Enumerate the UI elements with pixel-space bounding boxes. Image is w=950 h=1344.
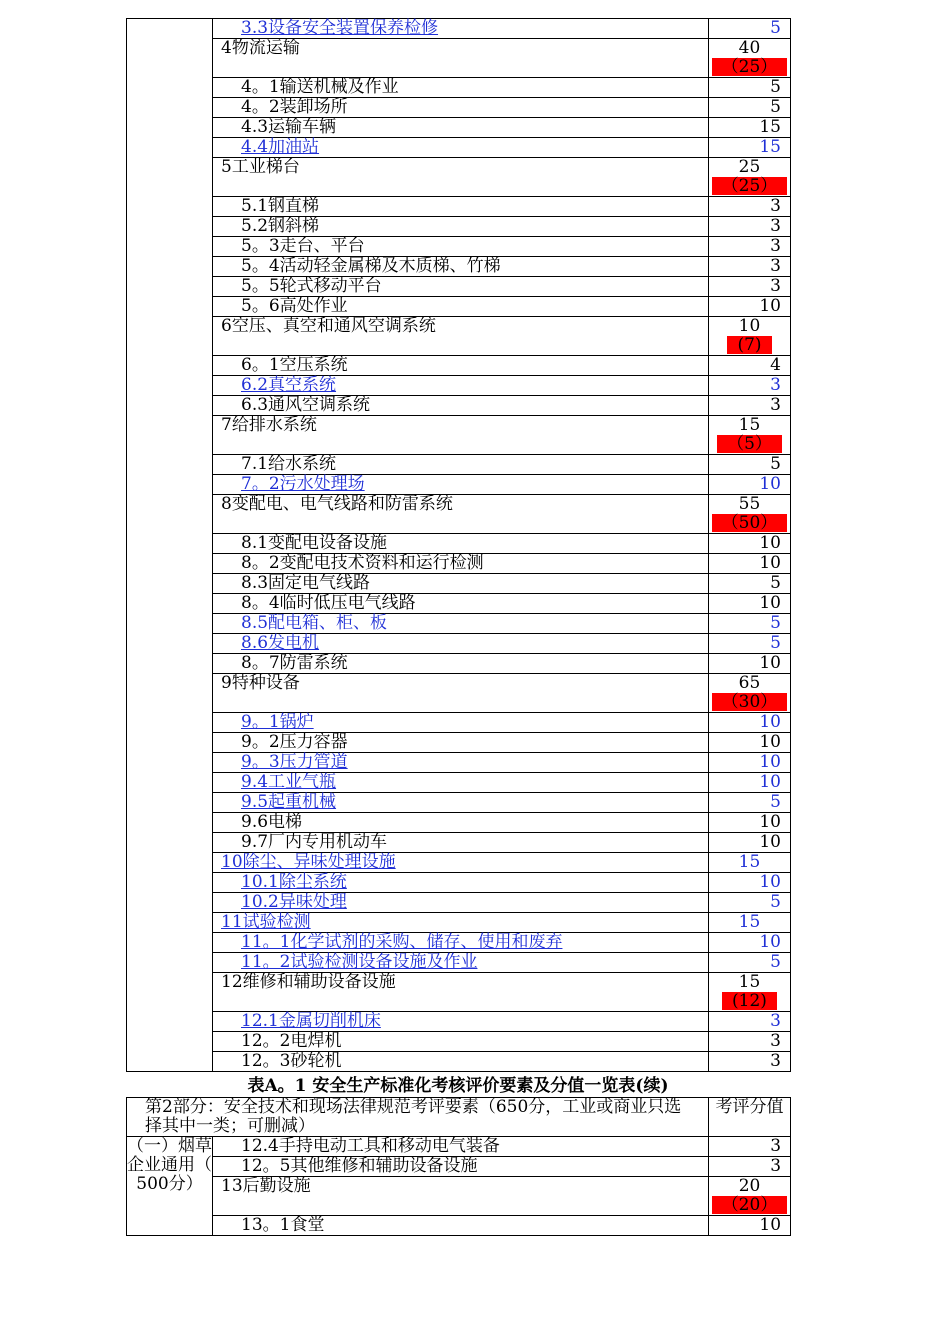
item-cell xyxy=(213,78,709,98)
score-value: 10 xyxy=(759,1215,782,1235)
item-cell xyxy=(213,277,709,297)
item-label: 5.1钢直梯 xyxy=(241,196,320,216)
item-cell xyxy=(213,913,709,933)
score-value: 3 xyxy=(770,236,781,256)
item-label: 6。1空压系统 xyxy=(241,355,348,375)
score-cell xyxy=(709,257,791,277)
table-row xyxy=(127,1012,791,1032)
table-row xyxy=(127,953,791,973)
item-label: 11。1化学试剂的采购、储存、使用和废弃 xyxy=(241,932,563,952)
score-value: 3 xyxy=(770,1136,782,1156)
item-label: 11试验检测 xyxy=(221,912,311,932)
score-cell xyxy=(709,654,791,674)
score-value: 10 xyxy=(759,772,781,792)
table-caption: 表A。1 安全生产标准化考核评价要素及分值一览表(续) xyxy=(247,1076,669,1096)
score-cell xyxy=(709,554,791,574)
score-value: 10 xyxy=(759,553,781,573)
item-label: 8.3固定电气线路 xyxy=(241,573,371,593)
score-value: 15 xyxy=(738,912,761,932)
table-row xyxy=(127,753,791,773)
item-cell xyxy=(213,753,709,773)
score-cell xyxy=(709,713,791,733)
item-label: 4.4加油站 xyxy=(241,137,320,157)
score-cell xyxy=(709,873,791,893)
score-cell xyxy=(709,1177,791,1216)
item-cell xyxy=(213,158,709,197)
table-row xyxy=(127,1137,791,1157)
table-row xyxy=(127,654,791,674)
item-label: 12.1金属切削机床 xyxy=(241,1011,381,1031)
score-cell xyxy=(709,674,791,713)
score-value: 3 xyxy=(770,1051,781,1071)
item-label: 3.3设备安全装置保养检修 xyxy=(241,18,439,38)
score-cell xyxy=(709,416,791,455)
category-cell-empty xyxy=(127,19,213,1072)
score-value: 15 xyxy=(738,972,761,992)
score-value: 5 xyxy=(770,97,781,117)
score-value: 25 xyxy=(738,157,761,177)
item-label: 5。3走台、平台 xyxy=(241,236,365,256)
item-cell xyxy=(213,574,709,594)
item-label: 7.1给水系统 xyxy=(241,454,337,474)
item-label: 12。3砂轮机 xyxy=(241,1051,342,1071)
table-row xyxy=(127,833,791,853)
score-cell xyxy=(709,396,791,416)
score-value: 10 xyxy=(759,732,781,752)
item-cell xyxy=(213,376,709,396)
applicable-score-badge: (12) xyxy=(722,992,777,1010)
category-cell: （一）烟草企业通用（ 500分） xyxy=(127,1137,213,1236)
score-value: 10 xyxy=(759,474,781,494)
item-label: 9.6电梯 xyxy=(241,812,303,832)
item-cell xyxy=(213,534,709,554)
score-cell xyxy=(709,594,791,614)
table-row xyxy=(127,39,791,78)
score-cell xyxy=(709,138,791,158)
item-cell xyxy=(213,1012,709,1032)
item-label: 6.2真空系统 xyxy=(241,375,337,395)
item-cell xyxy=(213,813,709,833)
score-cell xyxy=(709,953,791,973)
item-label: 8。7防雷系统 xyxy=(241,653,348,673)
score-cell xyxy=(709,237,791,257)
evaluation-table-bottom xyxy=(126,1097,791,1236)
item-cell xyxy=(213,1157,709,1177)
item-label: 5。6高处作业 xyxy=(241,296,348,316)
item-cell xyxy=(213,674,709,713)
score-value: 15 xyxy=(738,852,761,872)
score-value: 10 xyxy=(759,872,781,892)
applicable-score-badge: （25） xyxy=(712,177,788,195)
table-row xyxy=(127,813,791,833)
item-cell xyxy=(213,614,709,634)
item-label: 8.1变配电设备设施 xyxy=(241,533,388,553)
item-cell xyxy=(213,98,709,118)
score-value: 10 xyxy=(759,296,781,316)
table-row xyxy=(127,793,791,813)
score-cell xyxy=(709,19,791,39)
table-row xyxy=(127,1177,791,1216)
score-cell xyxy=(709,933,791,953)
score-value: 3 xyxy=(770,1011,781,1031)
item-cell xyxy=(213,317,709,356)
score-value: 10 xyxy=(738,316,761,336)
item-label: 11。2试验检测设备设施及作业 xyxy=(241,952,478,972)
table-row xyxy=(127,933,791,953)
score-cell xyxy=(709,1012,791,1032)
table-row xyxy=(127,594,791,614)
item-cell xyxy=(213,416,709,455)
score-cell xyxy=(709,634,791,654)
table-row xyxy=(127,853,791,873)
score-value: 10 xyxy=(759,832,781,852)
item-cell xyxy=(213,893,709,913)
score-cell xyxy=(709,1137,791,1157)
item-cell xyxy=(213,773,709,793)
part-header: 第2部分：安全技术和现场法律规范考评要素（650分，工业或商业只选择其中一类；可删减） xyxy=(127,1098,709,1137)
item-label: 10.1除尘系统 xyxy=(241,872,347,892)
item-cell xyxy=(213,475,709,495)
item-cell xyxy=(213,634,709,654)
item-cell xyxy=(213,257,709,277)
table-row xyxy=(127,574,791,594)
score-cell xyxy=(709,773,791,793)
score-value: 3 xyxy=(770,1031,781,1051)
score-value: 15 xyxy=(738,415,761,435)
score-cell xyxy=(709,833,791,853)
score-cell xyxy=(709,78,791,98)
item-cell xyxy=(213,594,709,614)
item-label: 7给排水系统 xyxy=(221,415,317,435)
score-value: 5 xyxy=(770,613,781,633)
score-value: 3 xyxy=(770,216,781,236)
table-row xyxy=(127,317,791,356)
item-label: 9.7厂内专用机动车 xyxy=(241,832,388,852)
score-value: 3 xyxy=(770,375,781,395)
score-cell xyxy=(709,534,791,554)
table-row xyxy=(127,197,791,217)
score-value: 4 xyxy=(770,355,781,375)
item-label: 4。1输送机械及作业 xyxy=(241,77,399,97)
table-row xyxy=(127,713,791,733)
table-row xyxy=(127,1216,791,1236)
item-cell xyxy=(213,197,709,217)
score-value: 10 xyxy=(759,752,781,772)
table-row xyxy=(127,614,791,634)
applicable-score-badge: （30） xyxy=(712,693,788,711)
table-row xyxy=(127,118,791,138)
score-value: 5 xyxy=(770,454,781,474)
score-value: 55 xyxy=(738,494,761,514)
item-label: 6空压、真空和通风空调系统 xyxy=(221,316,436,336)
item-cell xyxy=(213,356,709,376)
table-row xyxy=(127,78,791,98)
table-row xyxy=(127,973,791,1012)
score-value: 3 xyxy=(770,1156,782,1176)
score-cell xyxy=(709,39,791,78)
score-cell xyxy=(709,197,791,217)
score-value: 5 xyxy=(770,18,781,38)
score-cell xyxy=(709,793,791,813)
score-value: 10 xyxy=(759,533,781,553)
score-cell xyxy=(709,1157,791,1177)
score-cell xyxy=(709,98,791,118)
score-value: 3 xyxy=(770,395,781,415)
table-row xyxy=(127,19,791,39)
table-row xyxy=(127,733,791,753)
score-cell xyxy=(709,574,791,594)
score-cell xyxy=(709,1032,791,1052)
score-cell xyxy=(709,158,791,197)
item-cell xyxy=(213,713,709,733)
item-cell xyxy=(213,853,709,873)
item-label: 4物流运输 xyxy=(221,38,300,58)
score-cell xyxy=(709,753,791,773)
table-row xyxy=(127,356,791,376)
table-row xyxy=(127,554,791,574)
item-label: 12维修和辅助设备设施 xyxy=(221,972,396,992)
score-cell xyxy=(709,853,791,873)
score-value: 15 xyxy=(759,117,781,137)
score-cell xyxy=(709,1052,791,1072)
item-label: 4。2装卸场所 xyxy=(241,97,348,117)
item-cell xyxy=(213,495,709,534)
score-cell xyxy=(709,913,791,933)
score-value: 5 xyxy=(770,892,781,912)
score-value: 20 xyxy=(738,1176,761,1196)
item-label: 8变配电、电气线路和防雷系统 xyxy=(221,494,453,514)
item-cell xyxy=(213,793,709,813)
item-label: 12.4手持电动工具和移动电气装备 xyxy=(241,1136,500,1156)
table-row xyxy=(127,376,791,396)
item-cell xyxy=(213,733,709,753)
score-value: 3 xyxy=(770,276,781,296)
score-cell xyxy=(709,475,791,495)
item-label: 4.3运输车辆 xyxy=(241,117,337,137)
table-row xyxy=(127,98,791,118)
item-cell xyxy=(213,1032,709,1052)
score-value: 5 xyxy=(770,633,781,653)
item-label: 12。5其他维修和辅助设备设施 xyxy=(241,1156,478,1176)
score-value: 10 xyxy=(759,653,781,673)
score-value: 3 xyxy=(770,196,781,216)
score-cell xyxy=(709,217,791,237)
item-label: 9。2压力容器 xyxy=(241,732,348,752)
item-label: 13后勤设施 xyxy=(221,1176,311,1196)
item-cell xyxy=(213,138,709,158)
score-cell xyxy=(709,118,791,138)
score-cell xyxy=(709,733,791,753)
item-label: 10.2异味处理 xyxy=(241,892,347,912)
item-label: 10除尘、异味处理设施 xyxy=(221,852,396,872)
table-row xyxy=(127,634,791,654)
item-cell xyxy=(213,455,709,475)
evaluation-table-top xyxy=(126,18,791,1072)
table-row xyxy=(127,773,791,793)
score-value: 65 xyxy=(738,673,761,693)
score-cell xyxy=(709,455,791,475)
score-cell xyxy=(709,614,791,634)
item-cell xyxy=(213,1052,709,1072)
score-value: 15 xyxy=(759,137,781,157)
item-label: 5。5轮式移动平台 xyxy=(241,276,382,296)
score-cell xyxy=(709,893,791,913)
table-row xyxy=(127,913,791,933)
score-cell xyxy=(709,973,791,1012)
score-cell xyxy=(709,356,791,376)
table-header-row xyxy=(127,1098,791,1137)
table-row xyxy=(127,674,791,713)
item-label: 12。2电焊机 xyxy=(241,1031,342,1051)
score-cell xyxy=(709,495,791,534)
score-value: 40 xyxy=(738,38,761,58)
applicable-score-badge: （25） xyxy=(712,58,788,76)
score-cell xyxy=(709,813,791,833)
item-cell xyxy=(213,1137,709,1157)
item-cell xyxy=(213,654,709,674)
item-label: 8。4临时低压电气线路 xyxy=(241,593,416,613)
score-value: 3 xyxy=(770,256,781,276)
item-cell xyxy=(213,39,709,78)
score-value: 10 xyxy=(759,932,781,952)
score-cell xyxy=(709,1216,791,1236)
item-cell xyxy=(213,237,709,257)
item-label: 13。1食堂 xyxy=(241,1215,325,1235)
score-cell xyxy=(709,317,791,356)
score-value: 10 xyxy=(759,812,781,832)
item-label: 5工业梯台 xyxy=(221,157,300,177)
item-label: 8.5配电箱、柜、板 xyxy=(241,613,388,633)
item-cell xyxy=(213,19,709,39)
score-value: 10 xyxy=(759,712,781,732)
table-row xyxy=(127,873,791,893)
score-value: 5 xyxy=(770,573,781,593)
table-row xyxy=(127,1052,791,1072)
table-row xyxy=(127,277,791,297)
item-label: 6.3通风空调系统 xyxy=(241,395,371,415)
item-label: 8。2变配电技术资料和运行检测 xyxy=(241,553,484,573)
score-cell xyxy=(709,297,791,317)
applicable-score-badge: （50） xyxy=(712,514,788,532)
item-cell xyxy=(213,1177,709,1216)
score-value: 5 xyxy=(770,77,781,97)
table-row xyxy=(127,475,791,495)
item-cell xyxy=(213,396,709,416)
table-row xyxy=(127,138,791,158)
score-value: 5 xyxy=(770,792,781,812)
item-cell xyxy=(213,873,709,893)
table-row xyxy=(127,217,791,237)
item-cell xyxy=(213,217,709,237)
table-row xyxy=(127,297,791,317)
item-cell xyxy=(213,118,709,138)
item-label: 9。1锅炉 xyxy=(241,712,314,732)
item-cell xyxy=(213,973,709,1012)
item-cell xyxy=(213,953,709,973)
item-cell xyxy=(213,833,709,853)
table-row xyxy=(127,237,791,257)
item-label: 9.5起重机械 xyxy=(241,792,337,812)
item-label: 9.4工业气瓶 xyxy=(241,772,337,792)
table-row xyxy=(127,396,791,416)
table-row xyxy=(127,1032,791,1052)
score-column-header: 考评分值 xyxy=(709,1098,791,1137)
score-cell xyxy=(709,277,791,297)
item-label: 5.2钢斜梯 xyxy=(241,216,320,236)
table-row xyxy=(127,416,791,455)
item-label: 5。4活动轻金属梯及木质梯、竹梯 xyxy=(241,256,501,276)
item-cell xyxy=(213,554,709,574)
score-value: 5 xyxy=(770,952,781,972)
item-cell xyxy=(213,933,709,953)
item-label: 9。3压力管道 xyxy=(241,752,348,772)
table-row xyxy=(127,455,791,475)
score-value: 10 xyxy=(759,593,781,613)
table-row xyxy=(127,495,791,534)
table-row xyxy=(127,257,791,277)
applicable-score-badge: (7) xyxy=(727,336,771,354)
item-cell xyxy=(213,297,709,317)
table-row xyxy=(127,893,791,913)
table-row xyxy=(127,534,791,554)
item-cell xyxy=(213,1216,709,1236)
table-row xyxy=(127,158,791,197)
item-label: 9特种设备 xyxy=(221,673,300,693)
item-label: 8.6发电机 xyxy=(241,633,320,653)
score-cell xyxy=(709,376,791,396)
applicable-score-badge: （5） xyxy=(717,435,782,453)
item-label: 7。2污水处理场 xyxy=(241,474,365,494)
applicable-score-badge: （20） xyxy=(712,1196,788,1214)
